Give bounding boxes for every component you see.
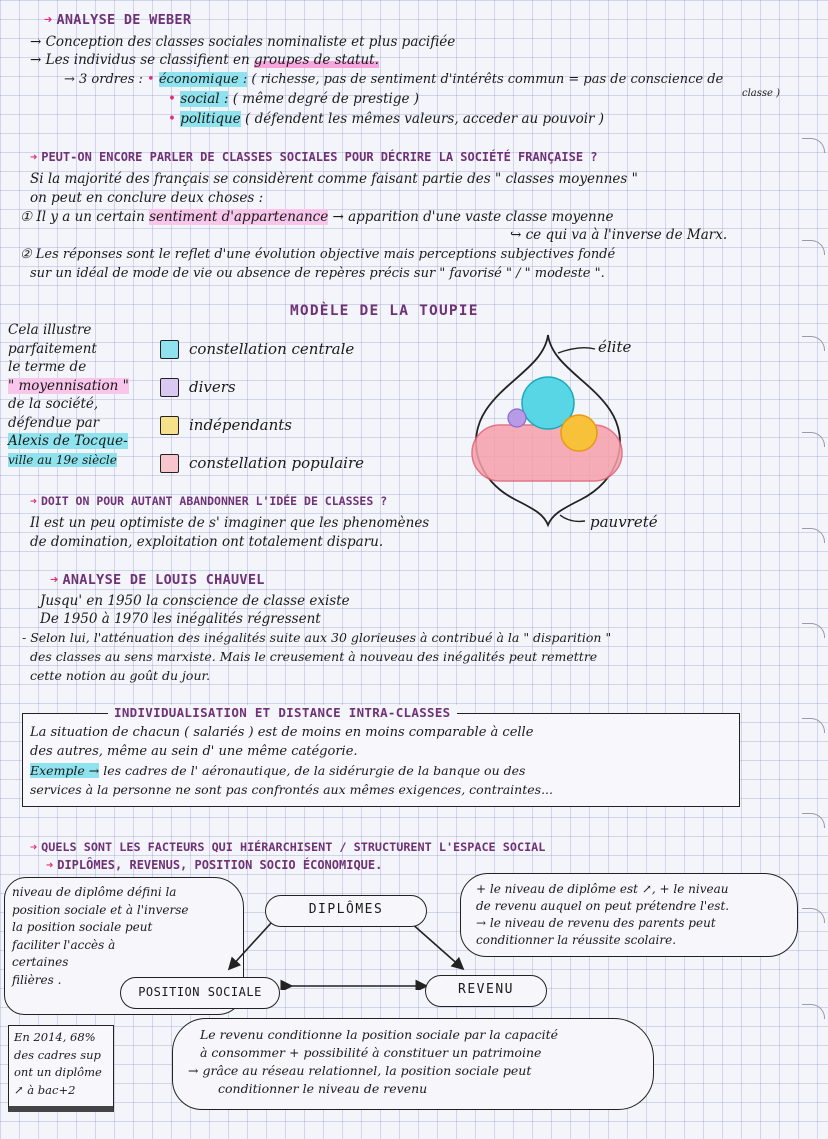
chauvel-line4: des classes au sens marxiste. Mais le creusement à nouveau des inégalités peut remettre xyxy=(30,649,598,664)
bullet-icon: • xyxy=(168,91,176,107)
binder-hole xyxy=(802,336,825,351)
chauvel-line1: Jusqu' en 1950 la conscience de classe existe xyxy=(40,593,350,609)
peut-on-point2-b: sur un idéal de mode de vie ou absence de repères précis sur " favorisé " / " modeste ". xyxy=(30,266,605,281)
abandon-line2: de domination, exploitation ont totalement disparu. xyxy=(30,534,384,550)
individualisation-title: INDIVIDUALISATION ET DISTANCE INTRA-CLASSES xyxy=(108,705,457,720)
weber-line2: → Les individus se classifient en groupes de statut. xyxy=(30,52,379,68)
legend-swatch xyxy=(160,416,179,435)
arrow-icon: ➜ xyxy=(50,572,59,588)
stat-box-text: En 2014, 68% des cadres sup ont un diplôme ↗ à bac+2 xyxy=(14,1030,102,1097)
peut-on-line1: Si la majorité des français se considèrent comme faisant partie des " classes moyennes " xyxy=(30,171,638,187)
arrow-icon: ➜ xyxy=(30,150,38,164)
individualisation-line3: Exemple → les cadres de l' aéronautique, de la sidérurgie de la banque ou des xyxy=(30,763,526,778)
legend-item: constellation populaire xyxy=(160,444,364,482)
legend-item: constellation centrale xyxy=(160,330,364,368)
cloud-bottom-text: Le revenu conditionne la position sociale par la capacité à consommer + possibilité à constituer un patrimoine → grâce au réseau relationnel, la position sociale peut conditionner le niveau de revenu xyxy=(188,1027,559,1096)
toupie-legend xyxy=(160,330,364,482)
legend-swatch xyxy=(160,454,179,473)
binder-hole xyxy=(802,528,825,543)
legend-item: divers xyxy=(160,368,364,406)
pauvrete-pointer xyxy=(560,515,585,521)
binder-hole xyxy=(802,718,825,733)
legend-swatch xyxy=(160,340,179,359)
weber-orders: → 3 ordres : • économique : ( richesse, pas de sentiment d'intérêts commun = pas de conscience de xyxy=(64,72,724,87)
elite-label: élite xyxy=(598,338,632,356)
node-diplomes: DIPLÔMES xyxy=(265,895,427,927)
elite-pointer xyxy=(558,348,595,353)
toupie-divers xyxy=(508,409,526,427)
peut-on-title: ➜ PEUT-ON ENCORE PARLER DE CLASSES SOCIALES POUR DÉCRIRE LA SOCIÉTÉ FRANÇAISE ? xyxy=(30,150,598,164)
bullet-icon: • xyxy=(168,111,176,127)
arrow-icon: ➜ xyxy=(30,840,38,854)
arrow-diplomes-revenu xyxy=(410,922,462,968)
peut-on-point1-note: ↪ ce qui va à l'inverse de Marx. xyxy=(510,227,728,243)
cloud-right-text: + le niveau de diplôme est ↗, + le niveau de revenu auquel on peut prétendre l'est. → le niveau de revenu des parents peut conditionner la réussite scolaire. xyxy=(476,882,730,947)
binder-hole xyxy=(802,432,825,447)
peut-on-point2-a: ② Les réponses sont le reflet d'une évolution objective mais perceptions subjectives fondé xyxy=(20,247,616,262)
toupie-independants xyxy=(561,415,597,451)
weber-title: ➜ ANALYSE DE WEBER xyxy=(44,12,192,28)
toupie-sidenote: Cela illustre parfaitement le terme de " moyennisation " de la société, défendue par Alexis de Tocque- ville au 19e siècle xyxy=(8,322,129,467)
toupie-constellation-populaire xyxy=(472,425,622,481)
legend-swatch xyxy=(160,378,179,397)
individualisation-line2: des autres, même au sein d' une même catégorie. xyxy=(30,744,358,759)
binder-hole xyxy=(802,813,825,828)
weber-order1-tail: classe ) xyxy=(742,88,781,99)
binder-hole xyxy=(802,623,825,638)
weber-order2: • social : ( même degré de prestige ) xyxy=(168,91,420,107)
binder-hole xyxy=(802,240,825,255)
cloud-left-text: niveau de diplôme défini la position sociale et à l'inverse la position sociale peut faciliter l'accès à certaines filières . xyxy=(12,885,189,987)
facteurs-title: ➜ QUELS SONT LES FACTEURS QUI HIÉRARCHISENT / STRUCTURENT L'ESPACE SOCIAL xyxy=(30,840,546,854)
toupie-title: MODÈLE DE LA TOUPIE xyxy=(290,303,479,319)
chauvel-title: ➜ ANALYSE DE LOUIS CHAUVEL xyxy=(50,572,265,588)
node-position-sociale: POSITION SOCIALE xyxy=(120,977,280,1009)
bullet-icon: • xyxy=(147,72,155,87)
chauvel-line3: - Selon lui, l'atténuation des inégalités suite aux 30 glorieuses à contribué à la " disparition " xyxy=(22,630,612,645)
arrow-icon: ➜ xyxy=(30,494,37,508)
individualisation-line1: La situation de chacun ( salariés ) est de moins en moins comparable à celle xyxy=(30,725,534,740)
abandon-line1: Il est un peu optimiste de s' imaginer que les phenomènes xyxy=(30,515,430,531)
pauvrete-label: pauvreté xyxy=(590,513,658,531)
chauvel-line5: cette notion au goût du jour. xyxy=(30,668,211,683)
node-revenu: REVENU xyxy=(425,975,547,1007)
facteurs-subtitle: ➜ DIPLÔMES, REVENUS, POSITION SOCIO ÉCONOMIQUE. xyxy=(46,858,383,872)
arrow-diplomes-position xyxy=(230,922,272,968)
abandon-title: ➜ DOIT ON POUR AUTANT ABANDONNER L'IDÉE DE CLASSES ? xyxy=(30,494,388,508)
toupie-diagram xyxy=(460,325,680,535)
individualisation-line4: services à la personne ne sont pas confrontés aux mêmes exigences, contraintes... xyxy=(30,782,553,797)
arrow-icon: ➜ xyxy=(44,12,53,28)
weber-line1: → Conception des classes sociales nominaliste et plus pacifiée xyxy=(30,34,456,50)
weber-order3: • politique ( défendent les mêmes valeurs, acceder au pouvoir ) xyxy=(168,111,605,127)
binder-hole xyxy=(802,1004,825,1019)
binder-hole xyxy=(802,138,825,153)
legend-item: indépendants xyxy=(160,406,364,444)
chauvel-line2: De 1950 à 1970 les inégalités régressent xyxy=(40,611,321,627)
peut-on-line2: on peut en conclure deux choses : xyxy=(30,190,264,206)
binder-hole xyxy=(802,908,825,923)
arrow-icon: ➜ xyxy=(46,858,54,872)
peut-on-point1: ① Il y a un certain sentiment d'appartenance → apparition d'une vaste classe moyenne xyxy=(20,209,614,225)
